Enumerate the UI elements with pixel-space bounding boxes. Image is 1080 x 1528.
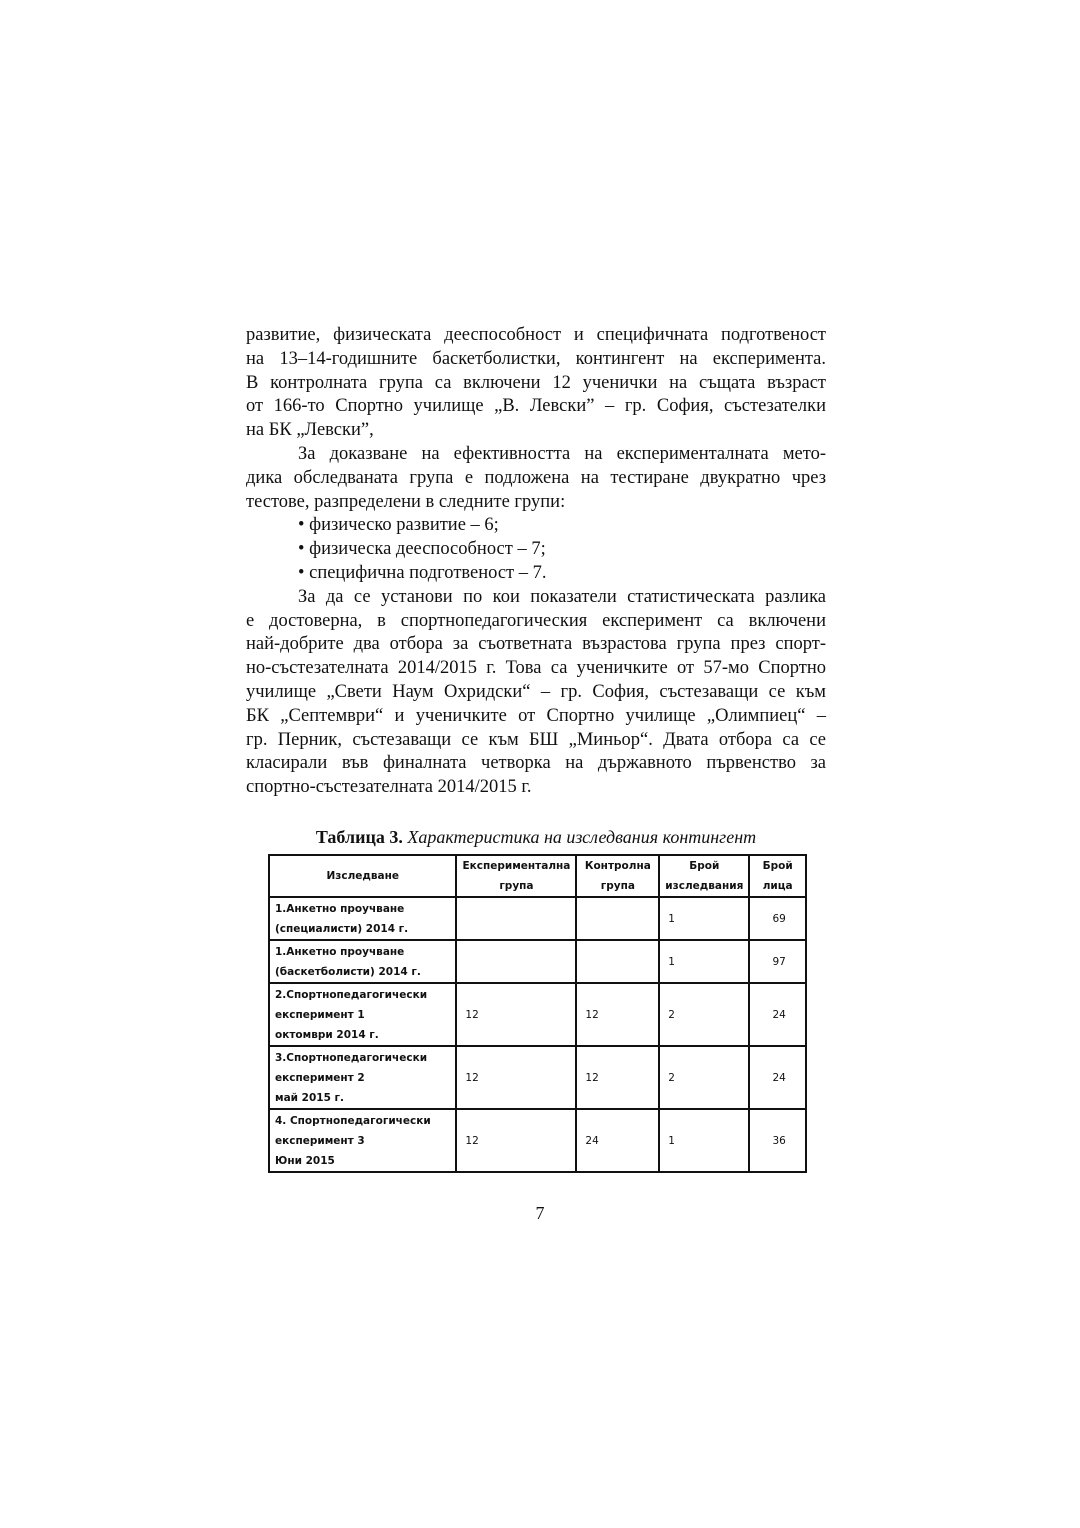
text-line: на 13–14-годишните баскетболистки, контингент на експеримента. — [246, 348, 826, 369]
text-line: гр. Перник, състезаващи се към БШ „Миньор“. Двата отбора са се — [246, 729, 826, 750]
cell-persons: 24 — [749, 1046, 806, 1109]
page-number: 7 — [535, 1203, 545, 1223]
text-line: на БК „Левски”, — [246, 420, 374, 441]
body-text — [246, 324, 826, 800]
paragraph-2 — [246, 443, 826, 514]
table-caption-text: Характеристика на изследвания контингент — [407, 827, 757, 847]
header-line: Експериментална — [462, 860, 571, 872]
row-label-line: 3.Спортнопедагогически — [275, 1052, 428, 1064]
text-line: училище „Свети Наум Охридски“ – гр. София, състезаващи се към — [246, 681, 826, 702]
header-line: лица — [762, 880, 793, 892]
row-label-line: октомври 2014 г. — [275, 1029, 379, 1041]
text-line: За доказване на ефективността на експерименталната мето- — [298, 443, 826, 464]
row-label-line: (баскетболисти) 2014 г. — [275, 966, 421, 978]
cell-persons: 69 — [749, 897, 806, 940]
text-line: тестове, разпределени в следните групи: — [246, 491, 566, 512]
list-item: • физическа дееспособност – 7; — [298, 539, 546, 560]
list-item: • специфична подготвеност – 7. — [298, 562, 547, 583]
header-study-label: Изследване — [326, 870, 399, 882]
text-line: спортно-състезателната 2014/2015 г. — [246, 777, 532, 798]
header-line: Брой — [689, 860, 720, 872]
header-persons-count — [749, 855, 806, 897]
cell-studies: 1 — [659, 940, 749, 983]
row-label-line: 1.Анкетно проучване — [275, 903, 405, 915]
cell-persons: 97 — [749, 940, 806, 983]
list-item: • физическо развитие – 6; — [298, 515, 499, 536]
row-label — [269, 983, 456, 1046]
row-label-line: 2.Спортнопедагогически — [275, 989, 428, 1001]
row-label-line: Юни 2015 — [275, 1155, 335, 1167]
table-row — [269, 1109, 806, 1172]
test-groups-list — [246, 514, 826, 585]
row-label — [269, 940, 456, 983]
text-line: За да се установи по кои показатели статистическата разлика — [298, 586, 826, 607]
cell-studies: 2 — [659, 1046, 749, 1109]
cell-control: 12 — [576, 1046, 659, 1109]
cell-experimental — [456, 897, 576, 940]
cell-control — [576, 897, 659, 940]
cell-persons: 36 — [749, 1109, 806, 1172]
row-label-line: май 2015 г. — [275, 1092, 345, 1104]
cell-experimental — [456, 940, 576, 983]
paragraph-3 — [246, 586, 826, 800]
cell-studies: 1 — [659, 897, 749, 940]
row-label-line: 4. Спортнопедагогически — [275, 1115, 431, 1127]
cell-experimental: 12 — [456, 1109, 576, 1172]
header-line: група — [600, 880, 635, 892]
text-line: е достоверна, в спортнопедагогическия експеримент са включени — [246, 610, 826, 631]
header-line: изследвания — [665, 880, 744, 892]
table-row — [269, 897, 806, 940]
text-line: класирали във финалната четворка на държавното първенство за — [246, 753, 826, 774]
text-line: но-състезателната 2014/2015 г. Това са ученичките от 57-мо Спортно — [246, 658, 826, 679]
row-label — [269, 897, 456, 940]
table-row — [269, 940, 806, 983]
text-line: развитие, физическата дееспособност и специфичната подготвеност — [246, 325, 826, 345]
header-study — [269, 855, 456, 897]
table-caption — [246, 826, 826, 848]
row-label-line: 1.Анкетно проучване — [275, 946, 405, 958]
row-label — [269, 1109, 456, 1172]
paragraph-1 — [246, 324, 826, 443]
text-line: БК „Септември“ и ученичките от Спортно училище „Олимпиец“ – — [246, 705, 826, 726]
table-row — [269, 1046, 806, 1109]
header-control — [576, 855, 659, 897]
cell-experimental: 12 — [456, 1046, 576, 1109]
header-experimental — [456, 855, 576, 897]
text-line: В контролната група са включени 12 ученички на същата възраст — [246, 372, 826, 393]
cell-control: 12 — [576, 983, 659, 1046]
cell-experimental: 12 — [456, 983, 576, 1046]
cell-control — [576, 940, 659, 983]
row-label-line: експеримент 1 — [275, 1009, 365, 1021]
header-line: група — [499, 880, 534, 892]
cell-studies: 2 — [659, 983, 749, 1046]
row-label — [269, 1046, 456, 1109]
table-row — [269, 983, 806, 1046]
text-line: от 166-то Спортно училище „В. Левски” – гр. София, състезателки — [246, 396, 826, 417]
header-line: Брой — [762, 860, 793, 872]
cell-persons: 24 — [749, 983, 806, 1046]
row-label-line: експеримент 3 — [275, 1135, 365, 1147]
text-line: дика обследваната група е подложена на тестиране двукратно чрез — [246, 467, 826, 488]
cell-control: 24 — [576, 1109, 659, 1172]
header-line: Контролна — [584, 860, 651, 872]
contingent-table — [268, 854, 807, 1173]
row-label-line: експеримент 2 — [275, 1072, 365, 1084]
text-line: най-добрите два отбора за съответната възрастова група през спорт- — [246, 634, 826, 655]
row-label-line: (специалисти) 2014 г. — [275, 923, 409, 935]
cell-studies: 1 — [659, 1109, 749, 1172]
table-caption-label: Таблица 3. — [315, 827, 403, 847]
header-studies-count — [659, 855, 749, 897]
table-header-row — [269, 855, 806, 897]
